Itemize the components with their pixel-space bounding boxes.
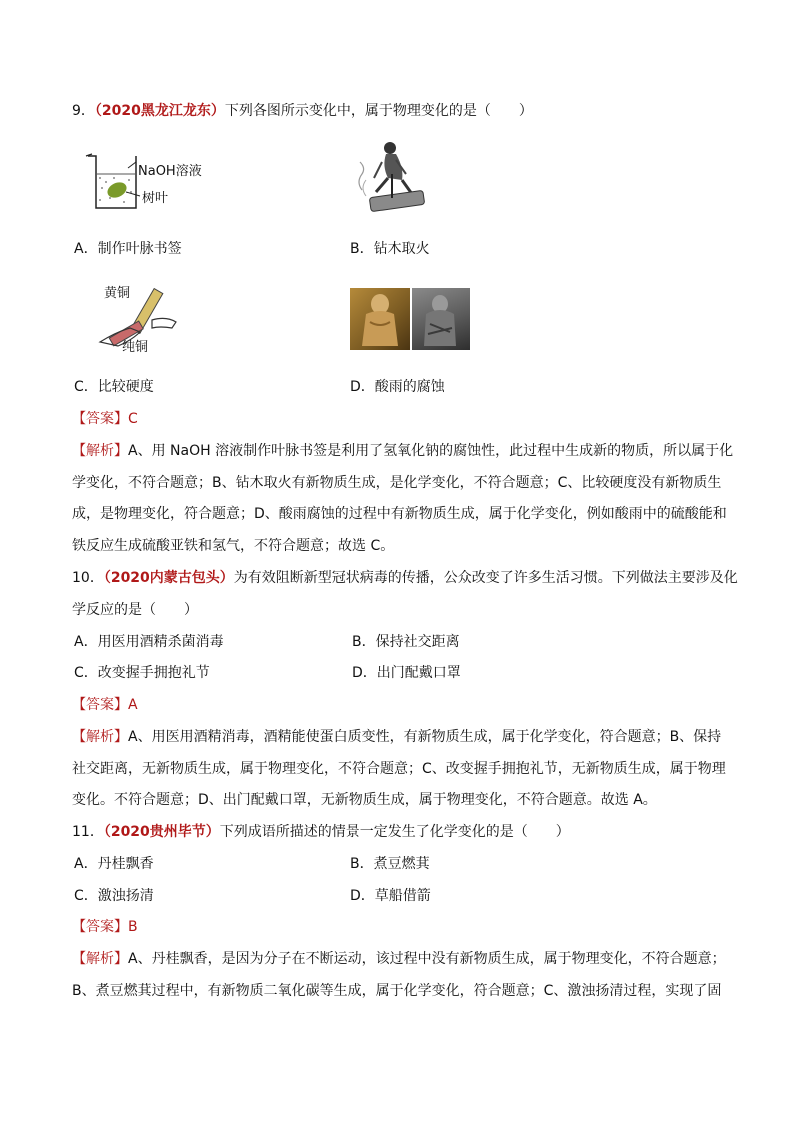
q10-option-a: A．用医用酒精杀菌消毒 — [74, 634, 224, 650]
q9-analysis-line-2: 学变化，不符合题意；B、钻木取火有新物质生成，是化学变化，不符合题意；C、比较硬度没有新物质生 — [72, 475, 722, 491]
beaker-figure — [84, 148, 214, 214]
q9-analysis-text-1: A、用 NaOH 溶液制作叶脉书签是利用了氢氧化钠的腐蚀性，此过程中生成新的物质，所以属于化 — [128, 443, 734, 459]
leaf-label: 树叶 — [142, 191, 169, 206]
q11-stem-line — [72, 823, 570, 841]
q11-number: 11． — [72, 824, 104, 840]
q10-source: （2020内蒙古包头） — [103, 570, 234, 586]
q10-stem-line-2: 学反应的是（ ） — [72, 602, 198, 618]
q11-option-d: D．草船借箭 — [350, 888, 431, 904]
q10-option-b: B．保持社交距离 — [352, 634, 460, 650]
q11-analysis-text-1: A、丹桂飘香，是因为分子在不断运动，该过程中没有新物质生成，属于物理变化，不符合题意； — [128, 951, 726, 967]
q10-stem-line-1 — [72, 569, 738, 587]
q11-analysis-line-1 — [72, 950, 726, 968]
q9-analysis-line-1 — [72, 442, 733, 460]
q11-answer-value: B — [128, 919, 138, 935]
q10-answer — [72, 696, 138, 714]
q9-analysis-tag: 【解析】 — [72, 443, 128, 459]
pure-copper-label: 纯铜 — [122, 340, 149, 355]
q9-source: （2020黑龙江龙东） — [94, 103, 225, 119]
brass-label: 黄铜 — [104, 286, 131, 301]
q9-answer-value: C — [128, 411, 138, 427]
q9-analysis-line-3: 成，是物理变化，符合题意；D、酸雨腐蚀的过程中有新物质生成，属于化学变化，例如酸雨中的硫酸能和 — [72, 506, 727, 522]
statue-photo-left — [350, 288, 410, 350]
q9-option-a: A．制作叶脉书签 — [74, 241, 182, 257]
q10-option-c: C．改变握手拥抱礼节 — [74, 665, 210, 681]
q10-analysis-line-3: 变化。不符合题意；D、出门配戴口罩，无新物质生成，属于物理变化，不符合题意。故选 A。 — [72, 792, 657, 808]
q11-analysis-tag: 【解析】 — [72, 951, 128, 967]
q11-stem: 下列成语所描述的情景一定发生了化学变化的是（ ） — [219, 824, 570, 840]
q11-answer — [72, 918, 138, 936]
q9-stem-line — [72, 102, 533, 120]
q10-analysis-line-1 — [72, 728, 721, 746]
q9-option-c: C．比较硬度 — [74, 379, 154, 395]
q11-source: （2020贵州毕节） — [103, 824, 220, 840]
q11-answer-tag: 【答案】 — [72, 919, 128, 935]
q10-number: 10． — [72, 570, 104, 586]
q9-answer-tag: 【答案】 — [72, 411, 128, 427]
q10-analysis-line-2: 社交距离，无新物质生成，属于物理变化，不符合题意；C、改变握手拥抱礼节，无新物质生成，属于物理 — [72, 761, 726, 777]
hardness-figure — [96, 280, 186, 356]
q10-analysis-tag: 【解析】 — [72, 729, 128, 745]
q9-stem: 下列各图所示变化中，属于物理变化的是（ ） — [224, 103, 533, 119]
q10-answer-tag: 【答案】 — [72, 697, 128, 713]
naoh-label: NaOH溶液 — [138, 164, 202, 179]
statue-photo-right — [412, 288, 470, 350]
q9-option-b: B．钻木取火 — [350, 241, 430, 257]
q10-stem-1: 为有效阻断新型冠状病毒的传播，公众改变了许多生活习惯。下列做法主要涉及化 — [233, 570, 738, 586]
q11-analysis-line-2: B、煮豆燃萁过程中，有新物质二氧化碳等生成，属于化学变化，符合题意；C、激浊扬清过程，实现了固 — [72, 983, 722, 999]
q11-option-c: C．激浊扬清 — [74, 888, 154, 904]
q9-answer — [72, 410, 138, 428]
q11-option-a: A．丹桂飘香 — [74, 856, 154, 872]
q9-option-d: D．酸雨的腐蚀 — [350, 379, 445, 395]
q11-option-b: B．煮豆燃萁 — [350, 856, 430, 872]
q10-analysis-text-1: A、用医用酒精消毒，酒精能使蛋白质变性，有新物质生成，属于化学变化，符合题意；B、保持 — [128, 729, 722, 745]
q9-number: 9． — [72, 103, 95, 119]
drill-fire-figure — [352, 138, 432, 222]
q9-analysis-line-4: 铁反应生成硫酸亚铁和氢气，不符合题意；故选 C。 — [72, 538, 395, 554]
q10-option-d: D．出门配戴口罩 — [352, 665, 461, 681]
q10-answer-value: A — [128, 697, 138, 713]
